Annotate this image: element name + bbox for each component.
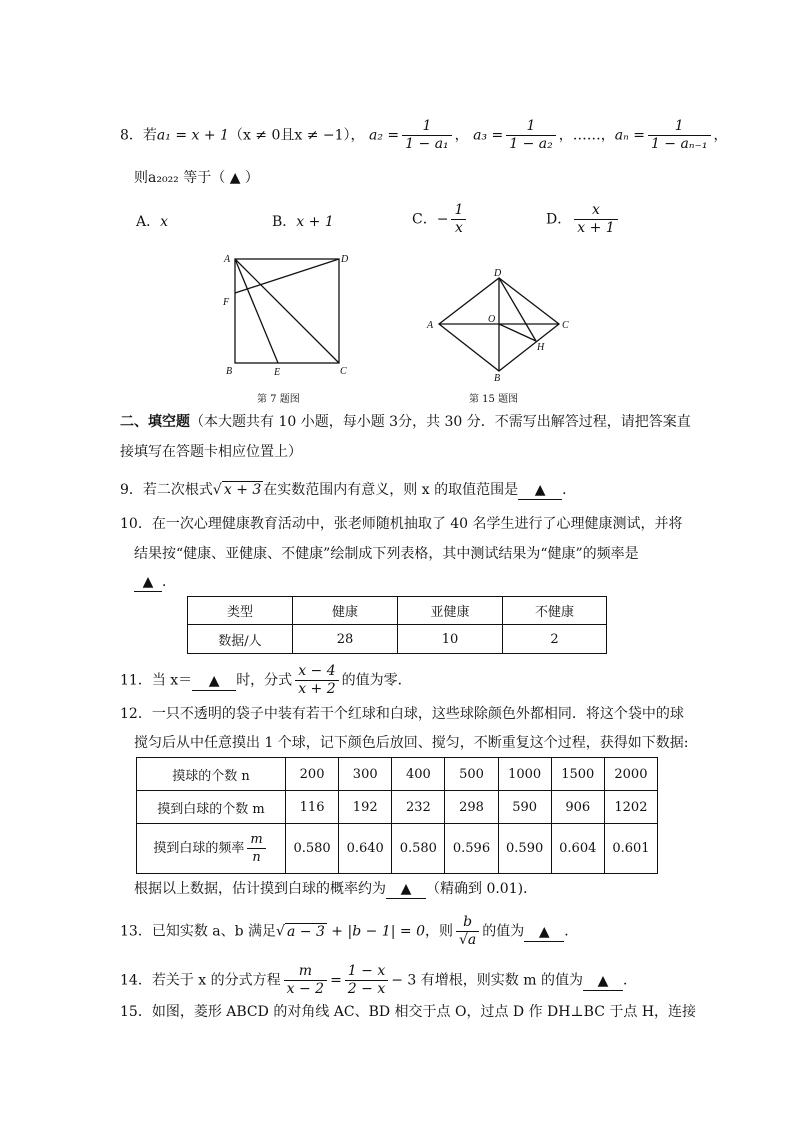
q10-table <box>187 596 607 654</box>
q13-sqrt: a − 3 <box>286 923 325 940</box>
q11-line: 11．当 x＝ ▲ 时，分式 $\frac{x - 4}{x + 2}$ 的值为零． <box>120 663 412 697</box>
q11-fraction: $\frac{x - 4}{x + 2}$ <box>295 663 338 698</box>
q12-line2: 搅匀后从中任意摸出 1 个球，记下颜色后放回、搅匀，不断重复这个过程，获得如下数据: <box>134 735 689 751</box>
q13-fraction: $\frac{b}{√a}$ <box>456 914 479 949</box>
fig7-line-ae <box>235 259 278 363</box>
q15-line: 15．如图，菱形 ABCD 的对角线 AC、BD 相交于点 O，过点 D 作 DH⊥BC 于点 H，连接 <box>120 1004 697 1020</box>
section2-line1 <box>120 412 691 432</box>
figure-7-diagram <box>218 250 358 380</box>
q8-a3-fraction: $\frac{1}{\text{1 − a₂}}$ <box>506 118 556 153</box>
q14-line: 14．若关于 x 的分式方程 $\frac{m}{x - 2}$ = $\frac{1 - x}{2 - x}$ − 3 有增根，则实数 m 的值为 ▲ ． <box>120 963 637 997</box>
fig7-label-d: D <box>341 254 349 265</box>
q8-line1: 8．若a₁ = x + 1（x ≠ 0且x ≠ −1）， a₂ = $\frac{1}{\text{1 − a₁}}$ ， a₃ = $\frac{1}{\text{1 − a₂}}$ ，……，aₙ = $\frac{1}{\text{1 − aₙ₋₁}}$ ， <box>120 118 728 152</box>
q12-row-n: 摸球的个数 n 200 300 400 500 1000 1500 2000 <box>137 758 658 791</box>
q9-answer-blank: ▲ <box>518 482 562 500</box>
figure-15-diagram <box>424 264 574 384</box>
figure-7-caption: 第 7 题图 <box>257 394 300 405</box>
section2-desc1: （本大题共有 10 小题，每小题 3分，共 30 分．不需写出解答过程，请把答案直 <box>190 414 691 430</box>
q12-row-m: 摸到白球的个数 m 116 192 232 298 590 906 1202 <box>137 791 658 824</box>
fig7-label-b: B <box>226 366 233 377</box>
fig15-label-b: B <box>494 373 501 384</box>
fig15-label-h: H <box>537 342 545 353</box>
q12-line1: 12．一只不透明的袋子中装有若干个红球和白球，这些球除颜色外都相同．将这个袋中的球 <box>120 706 684 722</box>
q8-option-c: C．− $\frac{1}{x}$ <box>412 202 469 237</box>
q12-table <box>136 757 658 874</box>
q8-a2-lhs: a₂ = <box>369 127 400 144</box>
q8-prefix: 若 <box>142 127 157 144</box>
fig15-label-c: C <box>562 320 569 331</box>
figure-15-caption: 第 15 题图 <box>469 394 519 405</box>
q10-line1: 10．在一次心理健康教育活动中，张老师随机抽取了 40 名学生进行了心理健康测试，并将 <box>120 516 683 532</box>
fig7-label-f: F <box>223 297 230 308</box>
fig7-label-c: C <box>340 366 347 377</box>
q8-an-lhs: aₙ = <box>614 127 645 144</box>
fig7-line-fd <box>235 259 339 293</box>
q10-line2: 结果按“健康、亚健康、不健康”绘制成下列表格，其中测试结果为“健康”的频率是 <box>134 546 639 562</box>
q14-fraction-left: $\frac{m}{x - 2}$ <box>284 963 327 998</box>
q11-answer-blank: ▲ <box>192 673 236 691</box>
q10-table-header-row: 类型 健康 亚健康 不健康 <box>188 597 607 625</box>
q8-line2: 则a₂₀₂₂ 等于（ ▲ ） <box>134 170 259 186</box>
fig15-line-dh <box>499 278 536 341</box>
q13-abs: |b − 1| = 0 <box>347 923 425 940</box>
q13-line: 13．已知实数 a、b 满足√ a − 3 + |b − 1| = 0，则 $\frac{b}{√a}$ 的值为 ▲ ． <box>120 914 579 948</box>
q8-a2-fraction: $\frac{1}{\text{1 − a₁}}$ <box>402 118 452 153</box>
q9-radicand: x + 3 <box>223 482 262 498</box>
fig7-diagonal-ac <box>235 259 339 363</box>
section2-line2: 接填写在答题卡相应位置上） <box>120 444 302 460</box>
q8-a1: a₁ = x + 1 <box>156 127 229 144</box>
q8-number: 8． <box>120 127 143 144</box>
q8-option-a: A．x <box>136 214 169 230</box>
q12-answer-blank: ▲ <box>386 881 426 899</box>
q8-ellipsis: ，……， <box>558 127 615 144</box>
q10-table-data-row: 数据/人 28 10 2 <box>188 625 607 654</box>
fig15-label-o: O <box>488 314 496 325</box>
section2-title: 二、填空题 <box>120 414 190 430</box>
q8-option-d: D． $\frac{x}{x + 1}$ <box>546 202 621 237</box>
q8-an-fraction: $\frac{1}{\text{1 − aₙ₋₁}}$ <box>648 118 711 153</box>
q13-answer-blank: ▲ <box>524 924 564 942</box>
fig15-label-d: D <box>494 268 502 279</box>
q12-followup: 根据以上数据，估计摸到白球的概率约为 ▲ （精确到 0.01)． <box>134 881 538 897</box>
fig7-label-e: E <box>274 367 281 378</box>
q9-line: 9．若二次根式√ x + 3 在实数范围内有意义，则 x 的取值范围是 ▲ ． <box>120 482 577 498</box>
fig15-label-a: A <box>427 320 434 331</box>
q8-a3-lhs: a₃ = <box>473 127 504 144</box>
q10-answer-blank: ▲ <box>134 574 162 592</box>
q14-fraction-right: $\frac{1 - x}{2 - x}$ <box>345 963 388 998</box>
q8-option-b: B．x + 1 <box>272 214 334 230</box>
q14-answer-blank: ▲ <box>583 973 623 991</box>
q8-condition: （x ≠ 0且x ≠ −1）， <box>228 127 365 144</box>
q12-row-frequency: 摸到白球的频率 $\frac{m}{n}$ 0.580 0.640 0.580 0.596 0.590 0.604 0.601 <box>137 824 658 874</box>
fig7-label-a: A <box>224 254 231 265</box>
q10-line3: ▲ ． <box>134 572 176 592</box>
